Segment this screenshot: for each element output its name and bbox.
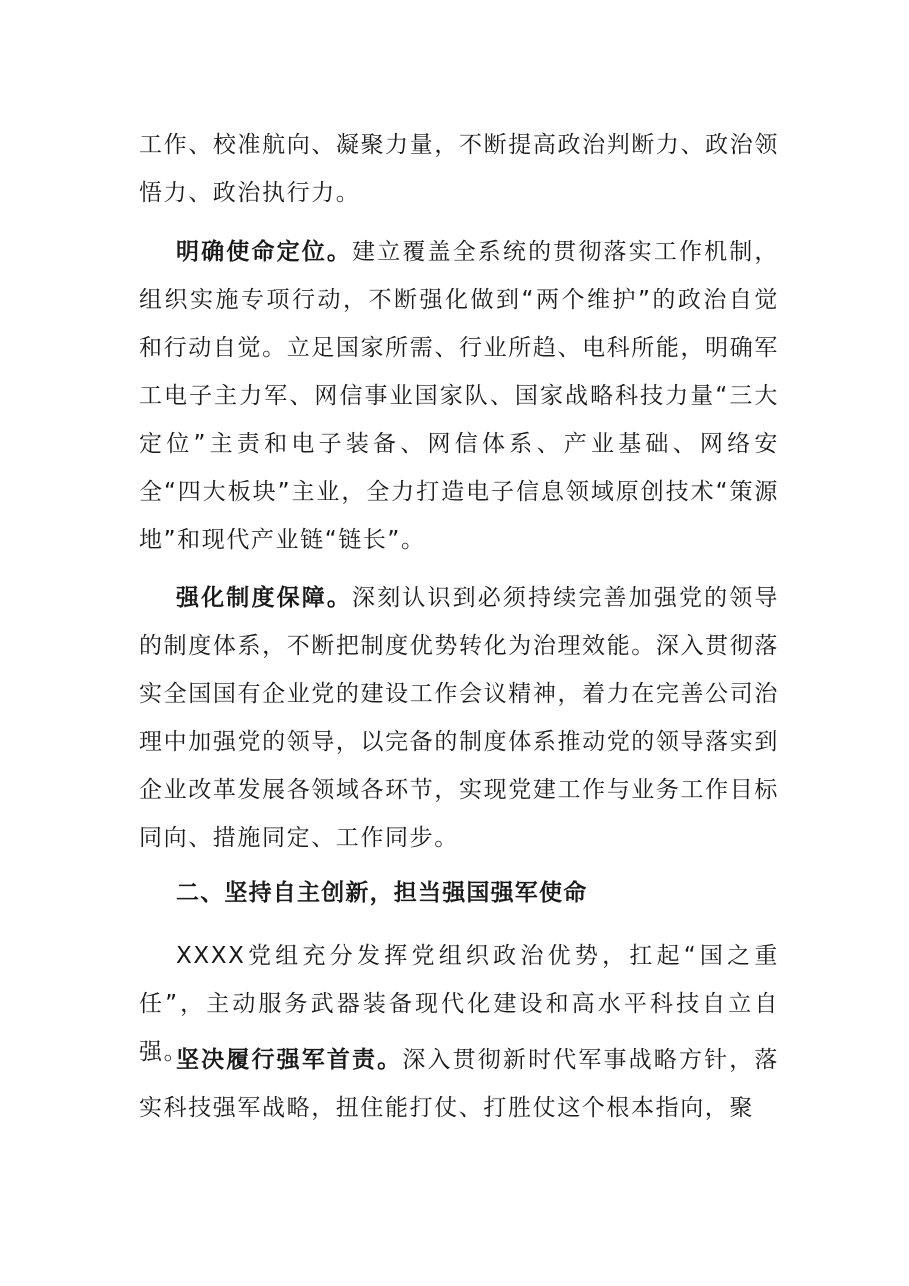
paragraph-body: 建立覆盖全系统的贯彻落实工作机制，组织实施专项行动，不断强化做到“两个维护”的政治自觉和行动自觉。立足国家所需、行业所趋、电科所能，明确军工电子主力军、网信事业国家队、国家战略科技力量“三大定位”主责和电子装备、网信体系、产业基础、网络安全“四大板块”主业，全力打造电子信息领域原创技术“策源地”和现代产业链“链长”。 [139,239,780,553]
paragraph-military-duty [139,1036,779,1132]
paragraph-lead: 强化制度保障。 [176,585,353,611]
paragraph-institutional-guarantee [139,574,779,862]
paragraph-lead: 明确使命定位。 [176,239,353,265]
paragraph-body: 深刻认识到必须持续完善加强党的领导的制度体系，不断把制度优势转化为治理效能。深入贯彻落实全国国有企业党的建设工作会议精神，着力在完善公司治理中加强党的领导，以完备的制度体系推动党的领导落实到企业改革发展各领域各环节，实现党建工作与业务工作目标同向、措施同定、工作同步。 [139,585,780,851]
paragraph-lead: 坚决履行强军首责。 [176,1047,403,1073]
paragraph-continuation [139,121,779,217]
paragraph-body: XXXX党组充分发挥党组织政治优势，扛起“国之重任”，主动服务武器装备现代化建设和高水平科技自立自强。 [139,943,779,1065]
paragraph-body: 工作、校准航向、凝聚力量，不断提高政治判断力、政治领悟力、政治执行力。 [139,132,779,206]
paragraph-body: 深入贯彻新时代军事战略方针，落实科技强军战略，扭住能打仗、打胜仗这个根本指向，聚 [139,1047,779,1121]
section-heading: 二、坚持自主创新，担当强国强军使命 [176,880,588,906]
paragraph-mission-positioning [139,228,779,564]
